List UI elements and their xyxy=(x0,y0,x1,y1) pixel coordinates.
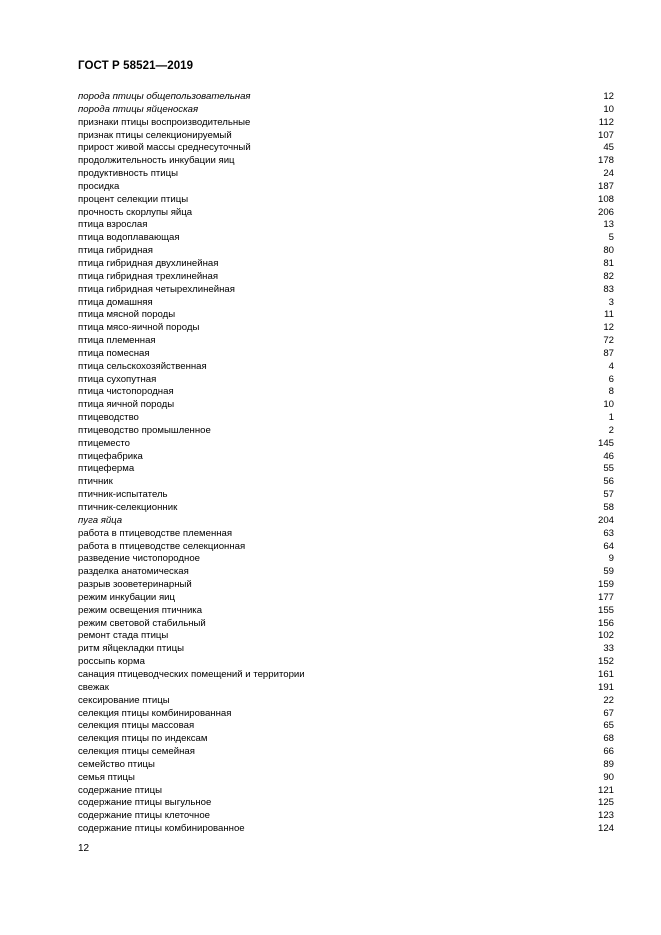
index-entry xyxy=(78,708,614,721)
index-term-number: 3 xyxy=(608,296,614,308)
index-entry xyxy=(78,348,614,361)
index-term-number: 204 xyxy=(597,514,614,526)
index-entry xyxy=(78,682,614,695)
index-entry xyxy=(78,399,614,412)
index-entry xyxy=(78,669,614,682)
index-entry xyxy=(78,207,614,220)
index-term: селекция птицы комбинированная xyxy=(78,707,232,719)
index-term: птица чистопородная xyxy=(78,386,174,398)
index-term: птица сухопутная xyxy=(78,373,157,385)
index-term: процент селекции птицы xyxy=(78,193,189,205)
index-entry xyxy=(78,104,614,117)
index-term: содержание птицы xyxy=(78,784,163,796)
index-entry xyxy=(78,643,614,656)
index-entry xyxy=(78,656,614,669)
index-term: птичник xyxy=(78,476,113,488)
index-term: птица мясо-яичной породы xyxy=(78,322,200,334)
index-term-number: 125 xyxy=(597,797,614,809)
index-term-number: 8 xyxy=(608,386,614,398)
index-term-number: 57 xyxy=(603,489,614,501)
index-term-number: 12 xyxy=(603,322,614,334)
index-term-number: 156 xyxy=(597,617,614,629)
index-entry xyxy=(78,245,614,258)
index-term: работа в птицеводстве селекционная xyxy=(78,540,246,552)
index-term: семья птицы xyxy=(78,771,135,783)
index-entry xyxy=(78,181,614,194)
index-term-number: 66 xyxy=(603,746,614,758)
index-term-number: 22 xyxy=(603,694,614,706)
index-entry xyxy=(78,579,614,592)
index-term: птица помесная xyxy=(78,347,150,359)
index-term-number: 178 xyxy=(597,155,614,167)
index-term-number: 90 xyxy=(603,771,614,783)
index-entry xyxy=(78,155,614,168)
index-term: признаки птицы воспроизводительные xyxy=(78,116,251,128)
index-term-number: 5 xyxy=(608,232,614,244)
index-term: продуктивность птицы xyxy=(78,168,179,180)
index-entry xyxy=(78,476,614,489)
index-term: птица племенная xyxy=(78,335,156,347)
index-term-number: 68 xyxy=(603,733,614,745)
index-term: прирост живой массы среднесуточный xyxy=(78,142,251,154)
index-term: порода птицы общепользовательная xyxy=(78,91,251,102)
index-entry xyxy=(78,463,614,476)
index-term-number: 67 xyxy=(603,707,614,719)
index-term-number: 112 xyxy=(598,116,614,128)
index-term-number: 107 xyxy=(597,129,614,141)
index-term: птица гибридная трехлинейная xyxy=(78,270,219,282)
index-entry xyxy=(78,592,614,605)
index-term-number: 87 xyxy=(603,347,614,359)
index-entry xyxy=(78,232,614,245)
index-entry xyxy=(78,412,614,425)
index-term: птица домашняя xyxy=(78,296,153,308)
index-term: режим освещения птичника xyxy=(78,604,203,616)
index-term: птичник-испытатель xyxy=(78,489,168,501)
index-entry xyxy=(78,271,614,284)
index-term-number: 33 xyxy=(603,643,614,655)
index-entry xyxy=(78,746,614,759)
index-entry xyxy=(78,361,614,374)
index-term-number: 161 xyxy=(597,668,614,680)
index-entry xyxy=(78,130,614,143)
index-term-number: 80 xyxy=(603,245,614,257)
index-term-number: 124 xyxy=(597,823,614,835)
index-term-number: 4 xyxy=(608,360,614,372)
page-number: 12 xyxy=(78,843,90,854)
index-term: содержание птицы выгульное xyxy=(78,797,212,809)
index-term: сексирование птицы xyxy=(78,694,170,706)
index-term: работа в птицеводстве племенная xyxy=(78,527,233,539)
index-term: свежак xyxy=(78,681,109,693)
index-entry xyxy=(78,810,614,823)
index-entry xyxy=(78,823,614,836)
index-term: санация птицеводческих помещений и территории xyxy=(78,668,305,680)
index-term-number: 13 xyxy=(603,219,614,231)
index-term-number: 55 xyxy=(603,463,614,475)
index-term: ремонт стада птицы xyxy=(78,630,169,642)
index-entry xyxy=(78,374,614,387)
index-term-number: 12 xyxy=(603,91,614,102)
index-entry xyxy=(78,759,614,772)
index-term-number: 152 xyxy=(597,656,614,668)
index-entry xyxy=(78,605,614,618)
index-term: прочность скорлупы яйца xyxy=(78,206,193,218)
index-term: птицеферма xyxy=(78,463,135,475)
index-entry xyxy=(78,515,614,528)
index-term-number: 10 xyxy=(603,399,614,411)
index-entry xyxy=(78,117,614,130)
index-entry xyxy=(78,772,614,785)
index-entry xyxy=(78,630,614,643)
index-term-number: 63 xyxy=(603,527,614,539)
index-entry xyxy=(78,438,614,451)
alphabetical-index-list xyxy=(78,91,614,836)
index-term-number: 58 xyxy=(603,502,614,513)
index-entry xyxy=(78,720,614,733)
index-term: селекция птицы семейная xyxy=(78,746,195,758)
index-term-number: 1 xyxy=(608,412,614,424)
index-entry xyxy=(78,502,614,515)
index-entry xyxy=(78,528,614,541)
index-term: просидка xyxy=(78,180,120,192)
index-entry xyxy=(78,695,614,708)
index-entry xyxy=(78,309,614,322)
index-term-number: 123 xyxy=(597,810,614,822)
index-term: разведение чистопородное xyxy=(78,553,201,565)
index-term-number: 177 xyxy=(597,591,614,603)
index-entry xyxy=(78,553,614,566)
index-term-number: 191 xyxy=(597,681,614,693)
document-header-title: ГОСТ Р 58521—2019 xyxy=(78,60,194,72)
index-entry xyxy=(78,194,614,207)
index-term: птичник-селекционник xyxy=(78,502,178,513)
index-entry xyxy=(78,142,614,155)
index-entry xyxy=(78,566,614,579)
index-entry xyxy=(78,258,614,271)
index-term: ритм яйцекладки птицы xyxy=(78,643,185,655)
index-term: разрыв зооветеринарный xyxy=(78,579,192,591)
index-term: пуга яйца xyxy=(78,514,123,526)
index-term-number: 2 xyxy=(608,424,614,436)
index-term-number: 121 xyxy=(597,784,614,796)
index-entry xyxy=(78,219,614,232)
index-term: птица взрослая xyxy=(78,219,148,231)
index-entry xyxy=(78,284,614,297)
index-term: содержание птицы комбинированное xyxy=(78,823,245,835)
index-term: птицеводство промышленное xyxy=(78,424,211,436)
index-term-number: 46 xyxy=(603,450,614,462)
index-entry xyxy=(78,168,614,181)
index-term-number: 83 xyxy=(603,283,614,295)
index-term: продолжительность инкубации яиц xyxy=(78,155,235,167)
index-entry xyxy=(78,733,614,746)
index-term: птицефабрика xyxy=(78,450,143,462)
index-term: птица водоплавающая xyxy=(78,232,180,244)
index-entry xyxy=(78,425,614,438)
index-term-number: 187 xyxy=(597,180,614,192)
index-term: птицеместо xyxy=(78,437,131,449)
index-entry xyxy=(78,489,614,502)
index-term-number: 59 xyxy=(603,566,614,578)
index-term-number: 145 xyxy=(597,437,614,449)
index-term: птица мясной породы xyxy=(78,309,176,321)
index-term: россыпь корма xyxy=(78,656,145,668)
index-term: птица сельскохозяйственная xyxy=(78,360,207,372)
index-term: птица гибридная xyxy=(78,245,153,257)
index-term: признак птицы селекционируемый xyxy=(78,129,232,141)
index-term-number: 82 xyxy=(603,270,614,282)
index-term-number: 72 xyxy=(603,335,614,347)
index-term-number: 6 xyxy=(608,373,614,385)
index-term-number: 89 xyxy=(603,758,614,770)
index-term-number: 64 xyxy=(603,540,614,552)
index-entry xyxy=(78,618,614,631)
index-term-number: 11 xyxy=(604,309,614,321)
index-entry xyxy=(78,451,614,464)
index-term-number: 24 xyxy=(603,168,614,180)
index-entry xyxy=(78,297,614,310)
index-term: селекция птицы массовая xyxy=(78,720,195,732)
index-term-number: 102 xyxy=(597,630,614,642)
index-term: селекция птицы по индексам xyxy=(78,733,208,745)
index-term-number: 159 xyxy=(597,579,614,591)
index-entry xyxy=(78,386,614,399)
index-term: птица гибридная четырехлинейная xyxy=(78,283,235,295)
index-term-number: 81 xyxy=(603,257,614,269)
index-term: содержание птицы клеточное xyxy=(78,810,211,822)
index-term-number: 10 xyxy=(603,103,614,115)
index-term-number: 155 xyxy=(597,604,614,616)
index-entry xyxy=(78,541,614,554)
index-entry xyxy=(78,335,614,348)
index-term-number: 206 xyxy=(597,206,614,218)
index-term: семейство птицы xyxy=(78,758,155,770)
index-term-number: 45 xyxy=(603,142,614,154)
index-term: режим световой стабильный xyxy=(78,617,206,629)
index-term-number: 9 xyxy=(608,553,614,565)
index-term: птицеводство xyxy=(78,412,139,424)
index-term: птица яичной породы xyxy=(78,399,175,411)
index-entry xyxy=(78,91,614,104)
index-term: режим инкубации яиц xyxy=(78,591,176,603)
index-term: разделка анатомическая xyxy=(78,566,189,578)
index-entry xyxy=(78,322,614,335)
index-entry xyxy=(78,785,614,798)
index-term-number: 65 xyxy=(603,720,614,732)
index-term: порода птицы яйценоская xyxy=(78,103,199,115)
index-entry xyxy=(78,797,614,810)
index-term: птица гибридная двухлинейная xyxy=(78,257,219,269)
index-term-number: 56 xyxy=(603,476,614,488)
index-term-number: 108 xyxy=(597,193,614,205)
